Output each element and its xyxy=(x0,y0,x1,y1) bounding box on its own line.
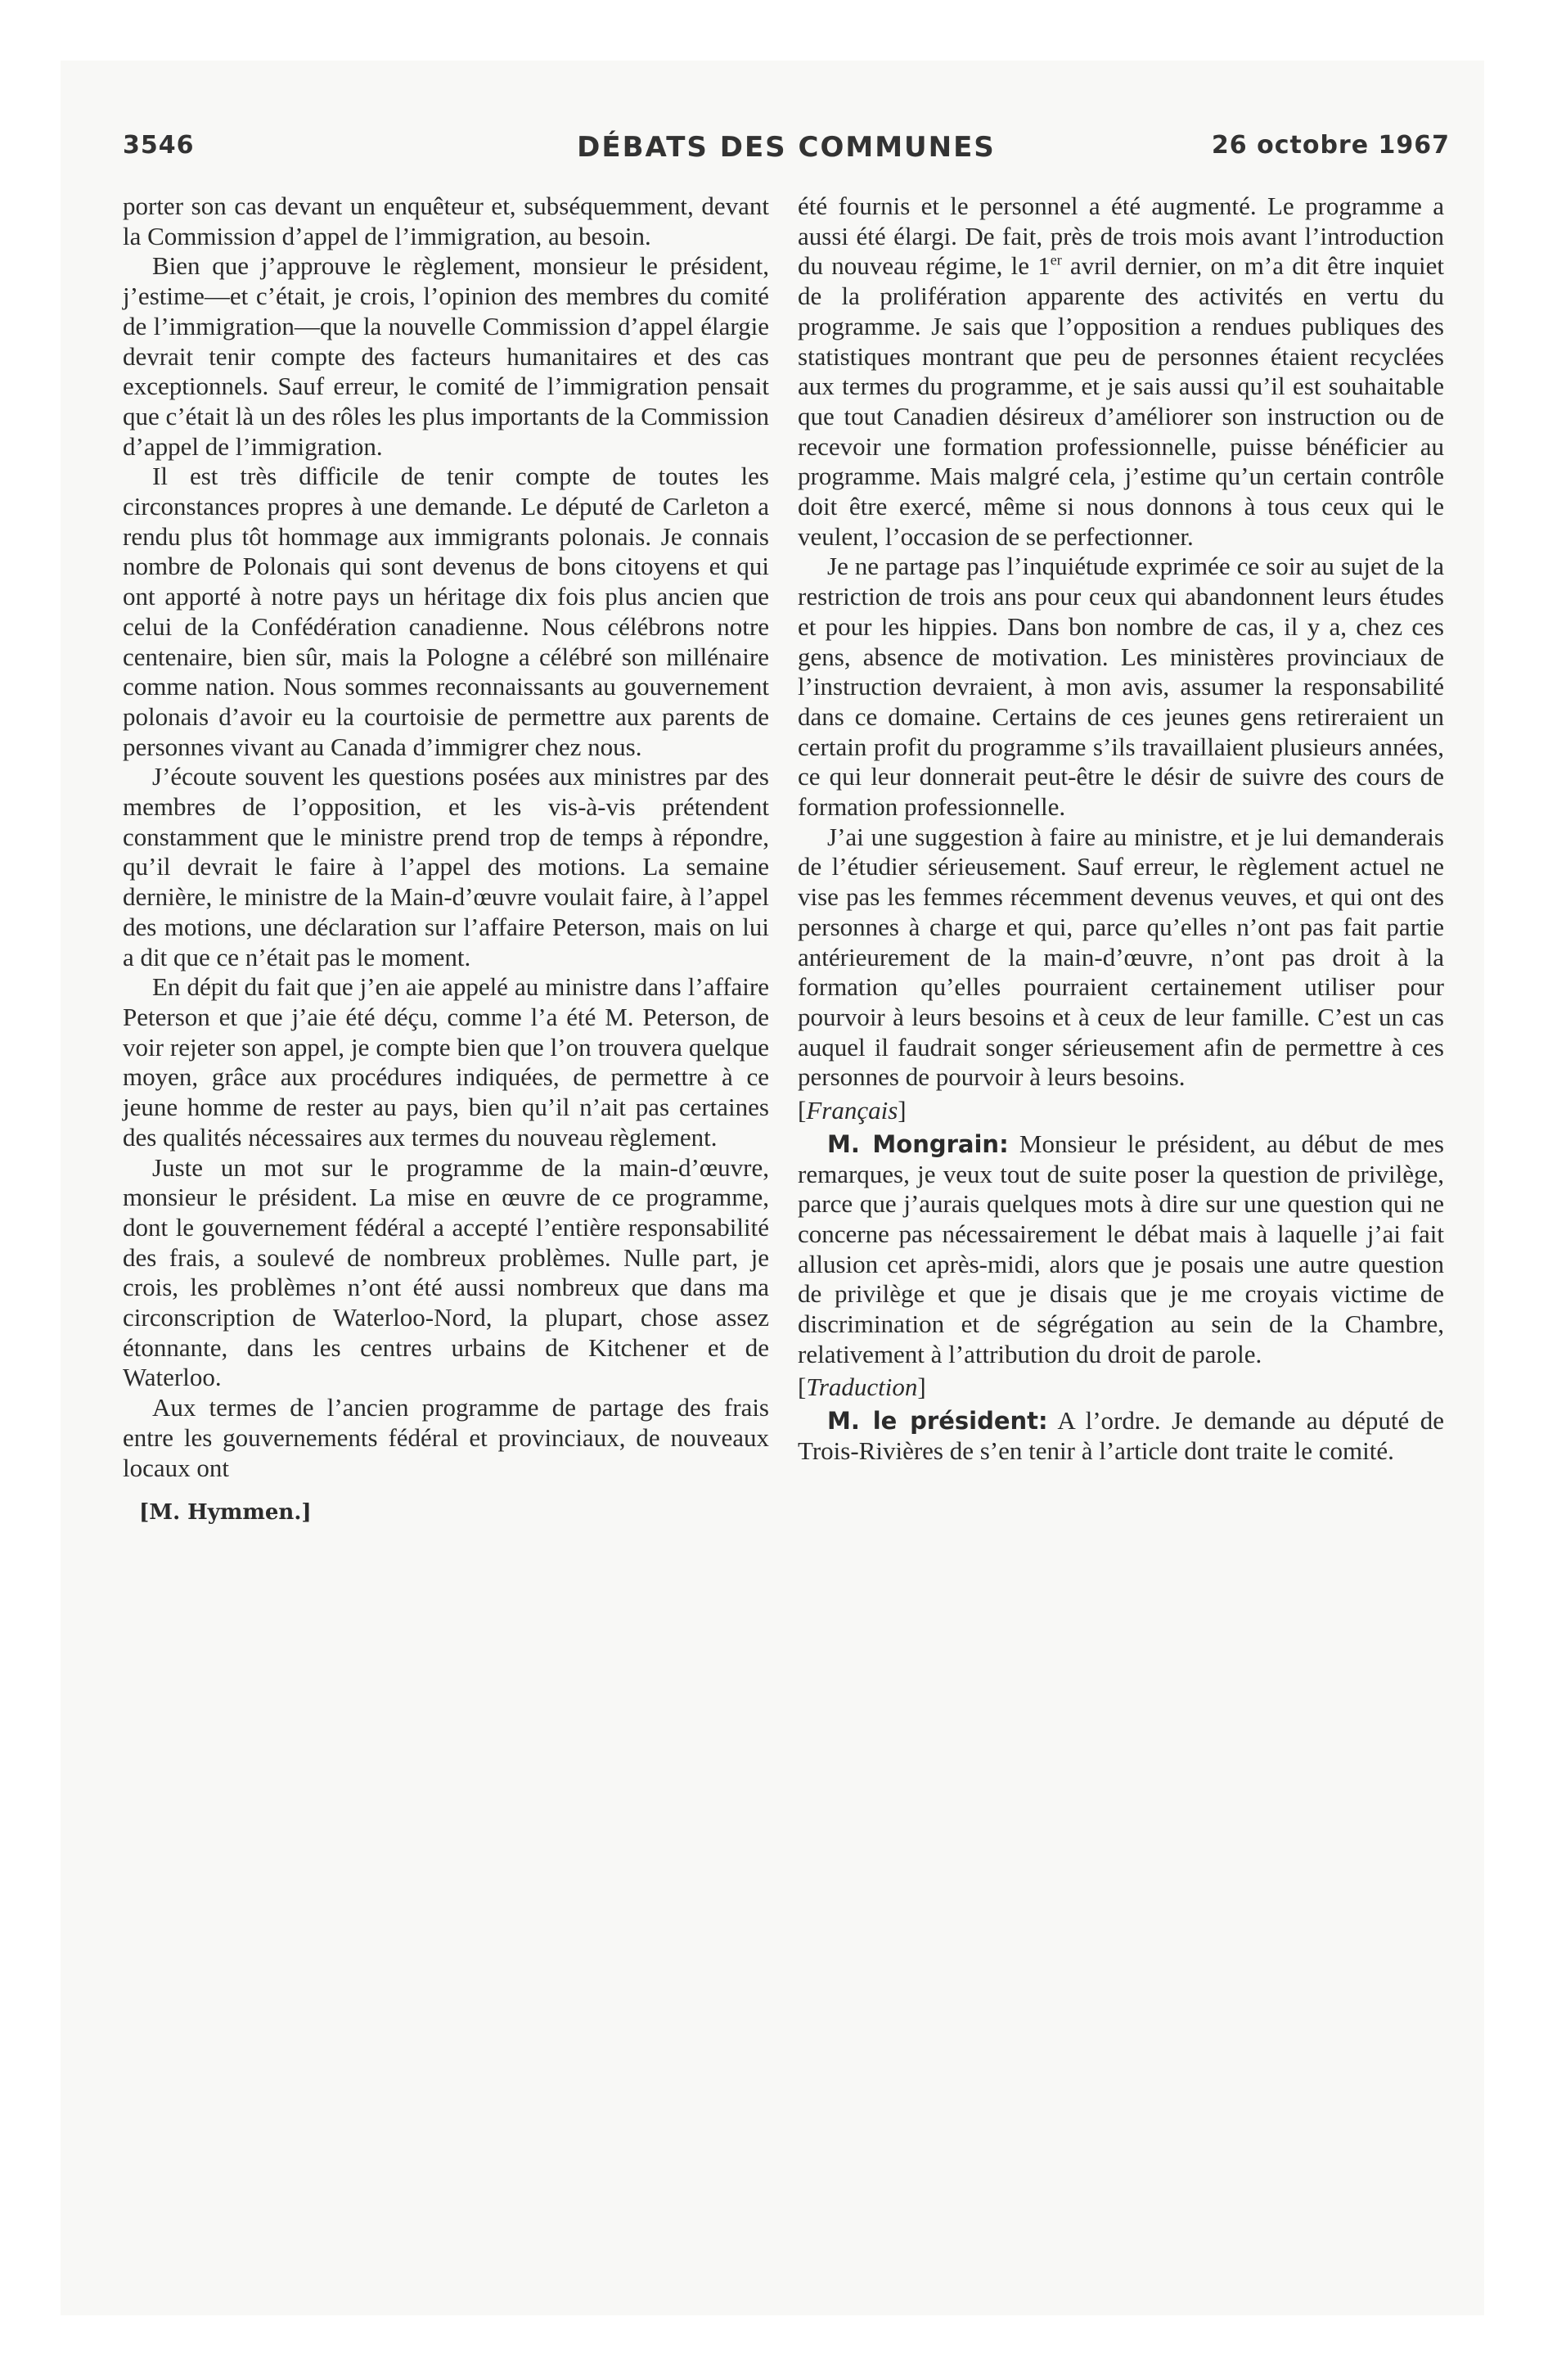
speech-text: A l’ordre. Je demande au député de Trois-Rivières de s’en tenir à l’article dont traite le comité. xyxy=(798,1406,1445,1465)
language-tag-text: Français xyxy=(806,1096,898,1125)
speaker-name: M. le président: xyxy=(827,1407,1048,1436)
right-column xyxy=(798,192,1444,1467)
language-tag: [Français] xyxy=(798,1096,907,1125)
text-run: avril dernier, on m’a dit être inquiet de la prolifération apparente des activités en vertu du programme. Je sais que l’opposition a rendues publiques des statistiques montrant que peu de personnes étaient recyclées aux termes du programme, et je sais aussi qu’il est souhaitable que tout Canadien désireux d’améliorer son instruction ou de recevoir une formation professionnelle, puisse bénéficier au programme. Mais malgré cela, j’estime qu’un certain contrôle doit être exercé, même si nous donnons à tous ceux qui le veulent, l’occasion de se perfectionner. xyxy=(798,251,1444,551)
paragraph: porter son cas devant un enquêteur et, subséquemment, devant la Commission d’appel de l’immigration, au besoin. xyxy=(123,192,769,250)
left-column xyxy=(123,192,769,1528)
paragraph: Je ne partage pas l’inquiétude exprimée ce soir au sujet de la restriction de trois ans pour ceux qui abandonnent leurs études et pour les hippies. Dans bon nombre de cas, il y a, chez ces gens, absence de motivation. Les ministères provinciaux de l’instruction devraient, à mon avis, assumer la responsabilité dans ce domaine. Certains de ces jeunes gens retireraient un certain profit du programme s’ils travaillaient plusieurs années, ce qui leur donnerait peut-être le désir de suivre des cours de formation professionnelle. xyxy=(798,552,1444,822)
paragraph: J’ai une suggestion à faire au ministre, et je lui demanderais de l’étudier sérieusement. Sauf erreur, le règlement actuel ne vise pas les femmes récemment devenus veuves, et qui ont des personnes à charge et qui, parce qu’elles n’ont pas fait partie antérieurement de la main-d’œuvre, n’ont pas droit à la formation qu’elles pourraient certainement utiliser pour pourvoir à leurs besoins et à ceux de leur famille. C’est un cas auquel il faudrait songer sérieusement afin de permettre à ces personnes de pourvoir à leurs besoins. xyxy=(798,822,1444,1092)
paragraph: Aux termes de l’ancien programme de partage des frais entre les gouvernements fédéral et provinciaux, de nouveaux locaux ont xyxy=(123,1393,769,1482)
paragraph: En dépit du fait que j’en aie appelé au ministre dans l’affaire Peterson et que j’aie été déçu, comme l’a été M. Peterson, de voir rejeter son appel, je compte bien que l’on trouvera quelque moyen, grâce aux procédures indiquées, de permettre à ce jeune homme de rester au pays, bien qu’il n’ait pas certaines des qualités nécessaires aux termes du nouveau règlement. xyxy=(123,972,769,1152)
paragraph: Bien que j’approuve le règlement, monsieur le président, j’estime—et c’était, je crois, l’opinion des membres du comité de l’immigration—que la nouvelle Commission d’appel élargie devrait tenir compte des facteurs humanitaires et des cas exceptionnels. Sauf erreur, le comité de l’immigration pensait que c’était là un des rôles les plus importants de la Commission d’appel de l’immigration. xyxy=(123,251,769,461)
paragraph: J’écoute souvent les questions posées aux ministres par des membres de l’opposition, et les vis-à-vis prétendent constamment que le ministre prend trop de temps à répondre, qu’il devrait le faire à l’appel des motions. La semaine dernière, le ministre de la Main-d’œuvre voulait faire, à l’appel des motions, une déclaration sur l’affaire Peterson, mais on lui a dit que ce n’était pas le moment. xyxy=(123,762,769,971)
paragraph xyxy=(798,1129,1444,1370)
text-run: été fournis et le personnel a été augmenté. Le programme a aussi été élargi. De fait, près de trois mois avant l’introduction du nouveau régime, le 1 xyxy=(798,192,1444,281)
paragraph: Il est très difficile de tenir compte de toutes les circonstances propres à une demande. Le député de Carleton a rendu plus tôt hommage aux immigrants polonais. Je connais nombre de Polonais qui sont devenus de bons citoyens et qui ont apporté à notre pays un héritage dix fois plus ancien que celui de la Confédération canadienne. Nous célébrons notre centenaire, bien sûr, mais la Pologne a célébré son millénaire comme nation. Nous sommes reconnaissants au gouvernement polonais d’avoir eu la courtoisie de permettre aux parents de personnes vivant au Canada d’immigrer chez nous. xyxy=(123,462,769,761)
language-tag-text: Traduction xyxy=(806,1373,918,1402)
page-number: 3546 xyxy=(123,131,195,160)
speech-text: Monsieur le président, au début de mes remarques, je veux tout de suite poser la question de privilège, parce que j’aurais quelques mots à dire sur une question qui ne concerne pas nécessairement le débat mais à laquelle j’ai fait allusion cet après-midi, alors que je posais une autre question de privilège et que je disais que je me croyais victime de discrimination et de ségrégation au sein de la Chambre, relativement à l’attribution du droit de parole. xyxy=(798,1129,1444,1368)
paragraph: Juste un mot sur le programme de la main-d’œuvre, monsieur le président. La mise en œuvre de ce programme, dont le gouvernement fédéral a accepté l’entière responsabilité des frais, a soulevé de nombreux problèmes. Nulle part, je crois, les problèmes n’ont été aussi nombreux que dans ma circonscription de Waterloo-Nord, la plupart, chose assez étonnante, dans les centres urbains de Kitchener et de Waterloo. xyxy=(123,1152,769,1392)
speaker-name: M. Mongrain: xyxy=(827,1129,1009,1158)
superscript: er xyxy=(1050,252,1062,269)
page-header xyxy=(123,131,1450,167)
language-tag: [Traduction] xyxy=(798,1373,926,1402)
page-date: 26 octobre 1967 xyxy=(1211,131,1450,160)
speaker-attribution: [M. Hymmen.] xyxy=(139,1500,312,1526)
paragraph xyxy=(798,192,1444,552)
paragraph xyxy=(798,1406,1444,1466)
journal-title: DÉBATS DES COMMUNES xyxy=(577,131,996,164)
